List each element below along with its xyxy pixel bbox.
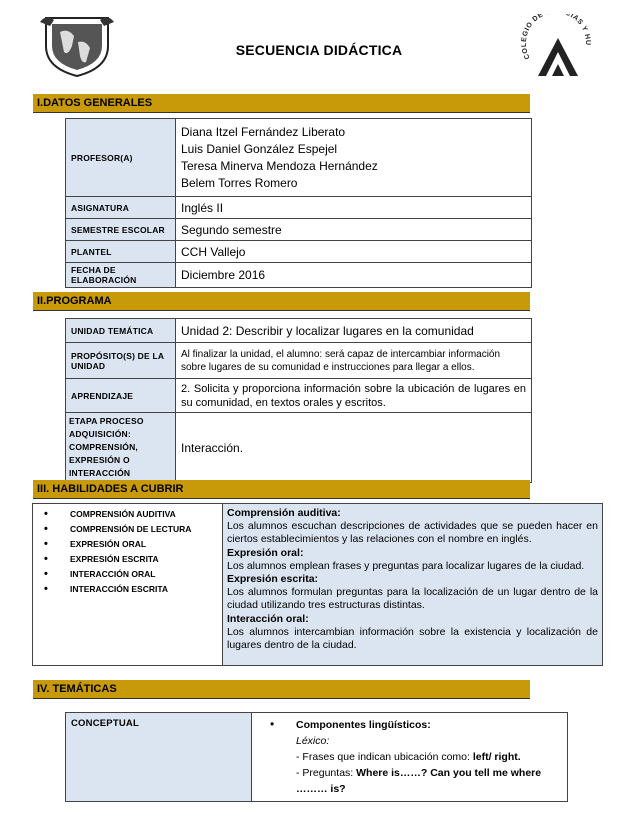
block-comprension-auditiva: [227, 507, 598, 547]
line-preguntas-bold: Where is……? Can you tell me where ……… is?: [296, 767, 542, 795]
conceptual-content: [252, 713, 568, 802]
list-item: • EXPRESIÓN ORAL: [38, 537, 217, 552]
etapa-line-1: ETAPA PROCESO: [69, 416, 144, 426]
etapa-line-4: EXPRESIÓN O INTERACCIÓN: [69, 455, 131, 478]
value-aprendizaje: 2. Solicita y proporciona información sobre la ubicación de lugares en su comunidad, en textos orales y escritos.: [176, 379, 532, 413]
value-fecha: Diciembre 2016: [176, 263, 532, 288]
block-expresion-oral: [227, 547, 598, 573]
page-title: SECUENCIA DIDÁCTICA: [235, 42, 403, 58]
label-profesor: PROFESOR(A): [66, 119, 176, 197]
cch-logo-text: COLEGIO DE CIAS Y HU: [520, 14, 592, 61]
tematicas-table: [65, 712, 568, 802]
block-title: Interacción oral:: [227, 612, 309, 625]
label-semestre: SEMESTRE ESCOLAR: [66, 219, 176, 241]
label-fecha: FECHA DE ELABORACIÓN: [66, 263, 176, 288]
line-frases: [296, 749, 561, 765]
label-conceptual: CONCEPTUAL: [66, 713, 252, 802]
label-etapa: [66, 413, 176, 483]
cch-logo: [518, 14, 598, 90]
value-asignatura: Inglés II: [176, 197, 532, 219]
block-text: Los alumnos escuchan descripciones de actividades que se pueden hacer en ciertos establecimientos y las relaciones con el nombre en inglés.: [227, 520, 598, 546]
value-profesor: [176, 119, 532, 197]
block-title: Expresión escrita:: [227, 573, 319, 586]
label-unidad: UNIDAD TEMÁTICA: [66, 319, 176, 343]
list-item: • COMPRENSIÓN AUDITIVA: [38, 507, 217, 522]
list-item: • COMPRENSIÓN DE LECTURA: [38, 522, 217, 537]
habilidades-list: [38, 507, 217, 597]
datos-generales-table: [65, 118, 532, 288]
block-text: Los alumnos intercambian información sobre la existencia y localización de lugares dentro de la ciudad.: [227, 625, 598, 652]
block-title: Expresión oral:: [227, 546, 304, 559]
section-heading-habilidades: III. HABILIDADES A CUBRIR: [33, 480, 530, 499]
bullet-icon: •: [270, 717, 275, 731]
block-interaccion-oral: [227, 613, 598, 653]
label-aprendizaje: APRENDIZAJE: [66, 379, 176, 413]
habilidades-list-cell: [33, 504, 223, 666]
etapa-line-3: COMPRENSIÓN,: [69, 442, 138, 452]
line-frases-prefix: - Frases que indican ubicación como:: [296, 751, 473, 763]
habilidades-table: [32, 503, 603, 666]
section-heading-programa: II.PROGRAMA: [33, 292, 530, 311]
label-asignatura: ASIGNATURA: [66, 197, 176, 219]
block-text: Los alumnos formulan preguntas para la localización de un lugar dentro de la ciudad utilizando tres estructuras distintas.: [227, 586, 598, 612]
profesor-1: Diana Itzel Fernández Liberato: [181, 124, 346, 139]
value-unidad: Unidad 2: Describir y localizar lugares en la comunidad: [176, 319, 532, 343]
value-proposito: Al finalizar la unidad, el alumno: será capaz de intercambiar información sobre lugares de su comunidad e instrucciones para llegar a ellos.: [176, 343, 532, 379]
value-plantel: CCH Vallejo: [176, 241, 532, 263]
list-item: • INTERACCIÓN ORAL: [38, 567, 217, 582]
lexico-label: Léxico:: [296, 735, 330, 747]
line-preguntas-prefix: - Preguntas:: [296, 767, 357, 779]
label-plantel: PLANTEL: [66, 241, 176, 263]
value-semestre: Segundo semestre: [176, 219, 532, 241]
line-preguntas: [296, 765, 561, 797]
profesor-2: Luis Daniel González Espejel: [181, 141, 338, 156]
programa-table: [65, 318, 532, 483]
list-item: • INTERACCIÓN ESCRITA: [38, 582, 217, 597]
section-heading-datos-generales: I.DATOS GENERALES: [33, 94, 530, 113]
section-heading-tematicas: IV. TEMÁTICAS: [33, 680, 530, 699]
componentes-title: Componentes lingüísticos:: [296, 719, 431, 731]
profesor-3: Teresa Minerva Mendoza Hernández: [181, 158, 378, 173]
block-expresion-escrita: [227, 573, 598, 613]
block-title: Comprensión auditiva:: [227, 507, 341, 519]
block-text: Los alumnos emplean frases y preguntas para localizar lugares de la ciudad.: [227, 559, 585, 572]
label-proposito: PROPÓSITO(S) DE LA UNIDAD: [66, 343, 176, 379]
value-etapa: Interacción.: [176, 413, 532, 483]
profesor-4: Belem Torres Romero: [181, 175, 298, 190]
etapa-line-2: ADQUISICIÓN:: [69, 429, 131, 439]
line-frases-bold: left/ right.: [472, 751, 521, 763]
list-item: • EXPRESIÓN ESCRITA: [38, 552, 217, 567]
habilidades-description-cell: [223, 504, 603, 666]
